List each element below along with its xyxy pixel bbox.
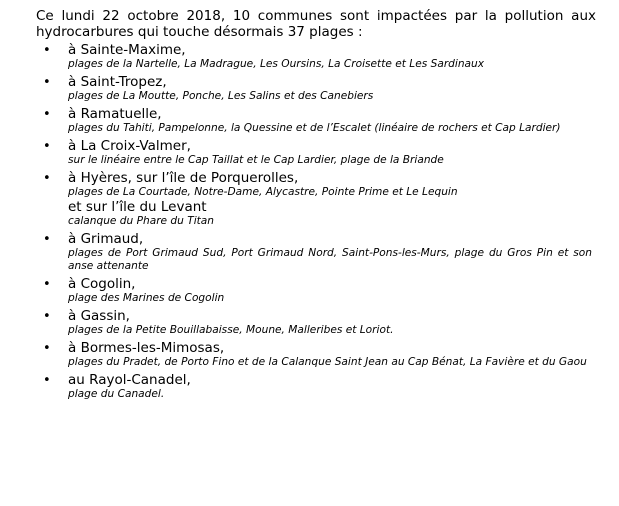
bullet-icon: • bbox=[43, 43, 51, 58]
bullet-icon: • bbox=[43, 277, 51, 292]
commune-name: à Bormes-les-Mimosas, bbox=[68, 340, 225, 356]
commune-beaches: plages de La Courtade, Notre-Dame, Alycastre, Pointe Prime et Le Lequin bbox=[68, 186, 458, 198]
commune-beaches: plages de la Nartelle, La Madrague, Les Oursins, La Croisette et Les Sardinaux bbox=[68, 58, 485, 70]
list-item-cogolin bbox=[36, 276, 596, 305]
list-item-rayol-canadel bbox=[36, 372, 596, 401]
commune-name: à Cogolin, bbox=[68, 276, 136, 292]
bullet-icon: • bbox=[43, 232, 51, 247]
commune-beaches: plages de Port Grimaud Sud, Port Grimaud Nord, Saint-Pons-les-Murs, plage du Gros Pin et son anse attenante bbox=[68, 247, 592, 272]
commune-beaches: plages du Pradet, de Porto Fino et de la Calanque Saint Jean au Cap Bénat, La Favière et du Gaou bbox=[68, 356, 587, 368]
commune-beaches: sur le linéaire entre le Cap Taillat et le Cap Lardier, plage de la Briande bbox=[68, 154, 444, 166]
commune-secondary-location: et sur l’île du Levant bbox=[68, 199, 207, 215]
commune-name: à Ramatuelle, bbox=[68, 106, 162, 122]
commune-name: à Sainte-Maxime, bbox=[68, 42, 186, 58]
commune-secondary-beaches: calanque du Phare du Titan bbox=[68, 215, 215, 227]
commune-name: à Saint-Tropez, bbox=[68, 74, 167, 90]
list-item-bormes-les-mimosas bbox=[36, 340, 596, 369]
list-item-grimaud bbox=[36, 231, 596, 273]
document-body bbox=[36, 8, 596, 404]
commune-name: à Hyères, sur l’île de Porquerolles, bbox=[68, 170, 299, 186]
commune-name: à Grimaud, bbox=[68, 231, 144, 247]
bullet-icon: • bbox=[43, 107, 51, 122]
commune-name: au Rayol-Canadel, bbox=[68, 372, 191, 388]
list-item-gassin bbox=[36, 308, 596, 337]
bullet-icon: • bbox=[43, 309, 51, 324]
bullet-icon: • bbox=[43, 341, 51, 356]
bullet-icon: • bbox=[43, 171, 51, 186]
list-item-sainte-maxime bbox=[36, 42, 596, 71]
commune-beaches: plage du Canadel. bbox=[68, 388, 165, 400]
bullet-icon: • bbox=[43, 139, 51, 154]
commune-beaches: plage des Marines de Cogolin bbox=[68, 292, 225, 304]
bullet-icon: • bbox=[43, 75, 51, 90]
list-item-saint-tropez bbox=[36, 74, 596, 103]
commune-beaches: plages de La Moutte, Ponche, Les Salins et des Canebiers bbox=[68, 90, 374, 102]
list-item-ramatuelle bbox=[36, 106, 596, 135]
list-item-la-croix-valmer bbox=[36, 138, 596, 167]
intro-paragraph: Ce lundi 22 octobre 2018, 10 communes sont impactées par la pollution aux hydrocarbures qui touche désormais 37 plages : bbox=[36, 8, 596, 40]
list-item-hyeres bbox=[36, 170, 596, 228]
commune-name: à La Croix-Valmer, bbox=[68, 138, 191, 154]
commune-beaches: plages de la Petite Bouillabaisse, Moune, Malleribes et Loriot. bbox=[68, 324, 394, 336]
commune-beaches: plages du Tahiti, Pampelonne, la Quessine et de l’Escalet (linéaire de rochers et Cap Lardier) bbox=[68, 122, 561, 134]
bullet-icon: • bbox=[43, 373, 51, 388]
communes-list bbox=[36, 42, 596, 401]
commune-name: à Gassin, bbox=[68, 308, 130, 324]
